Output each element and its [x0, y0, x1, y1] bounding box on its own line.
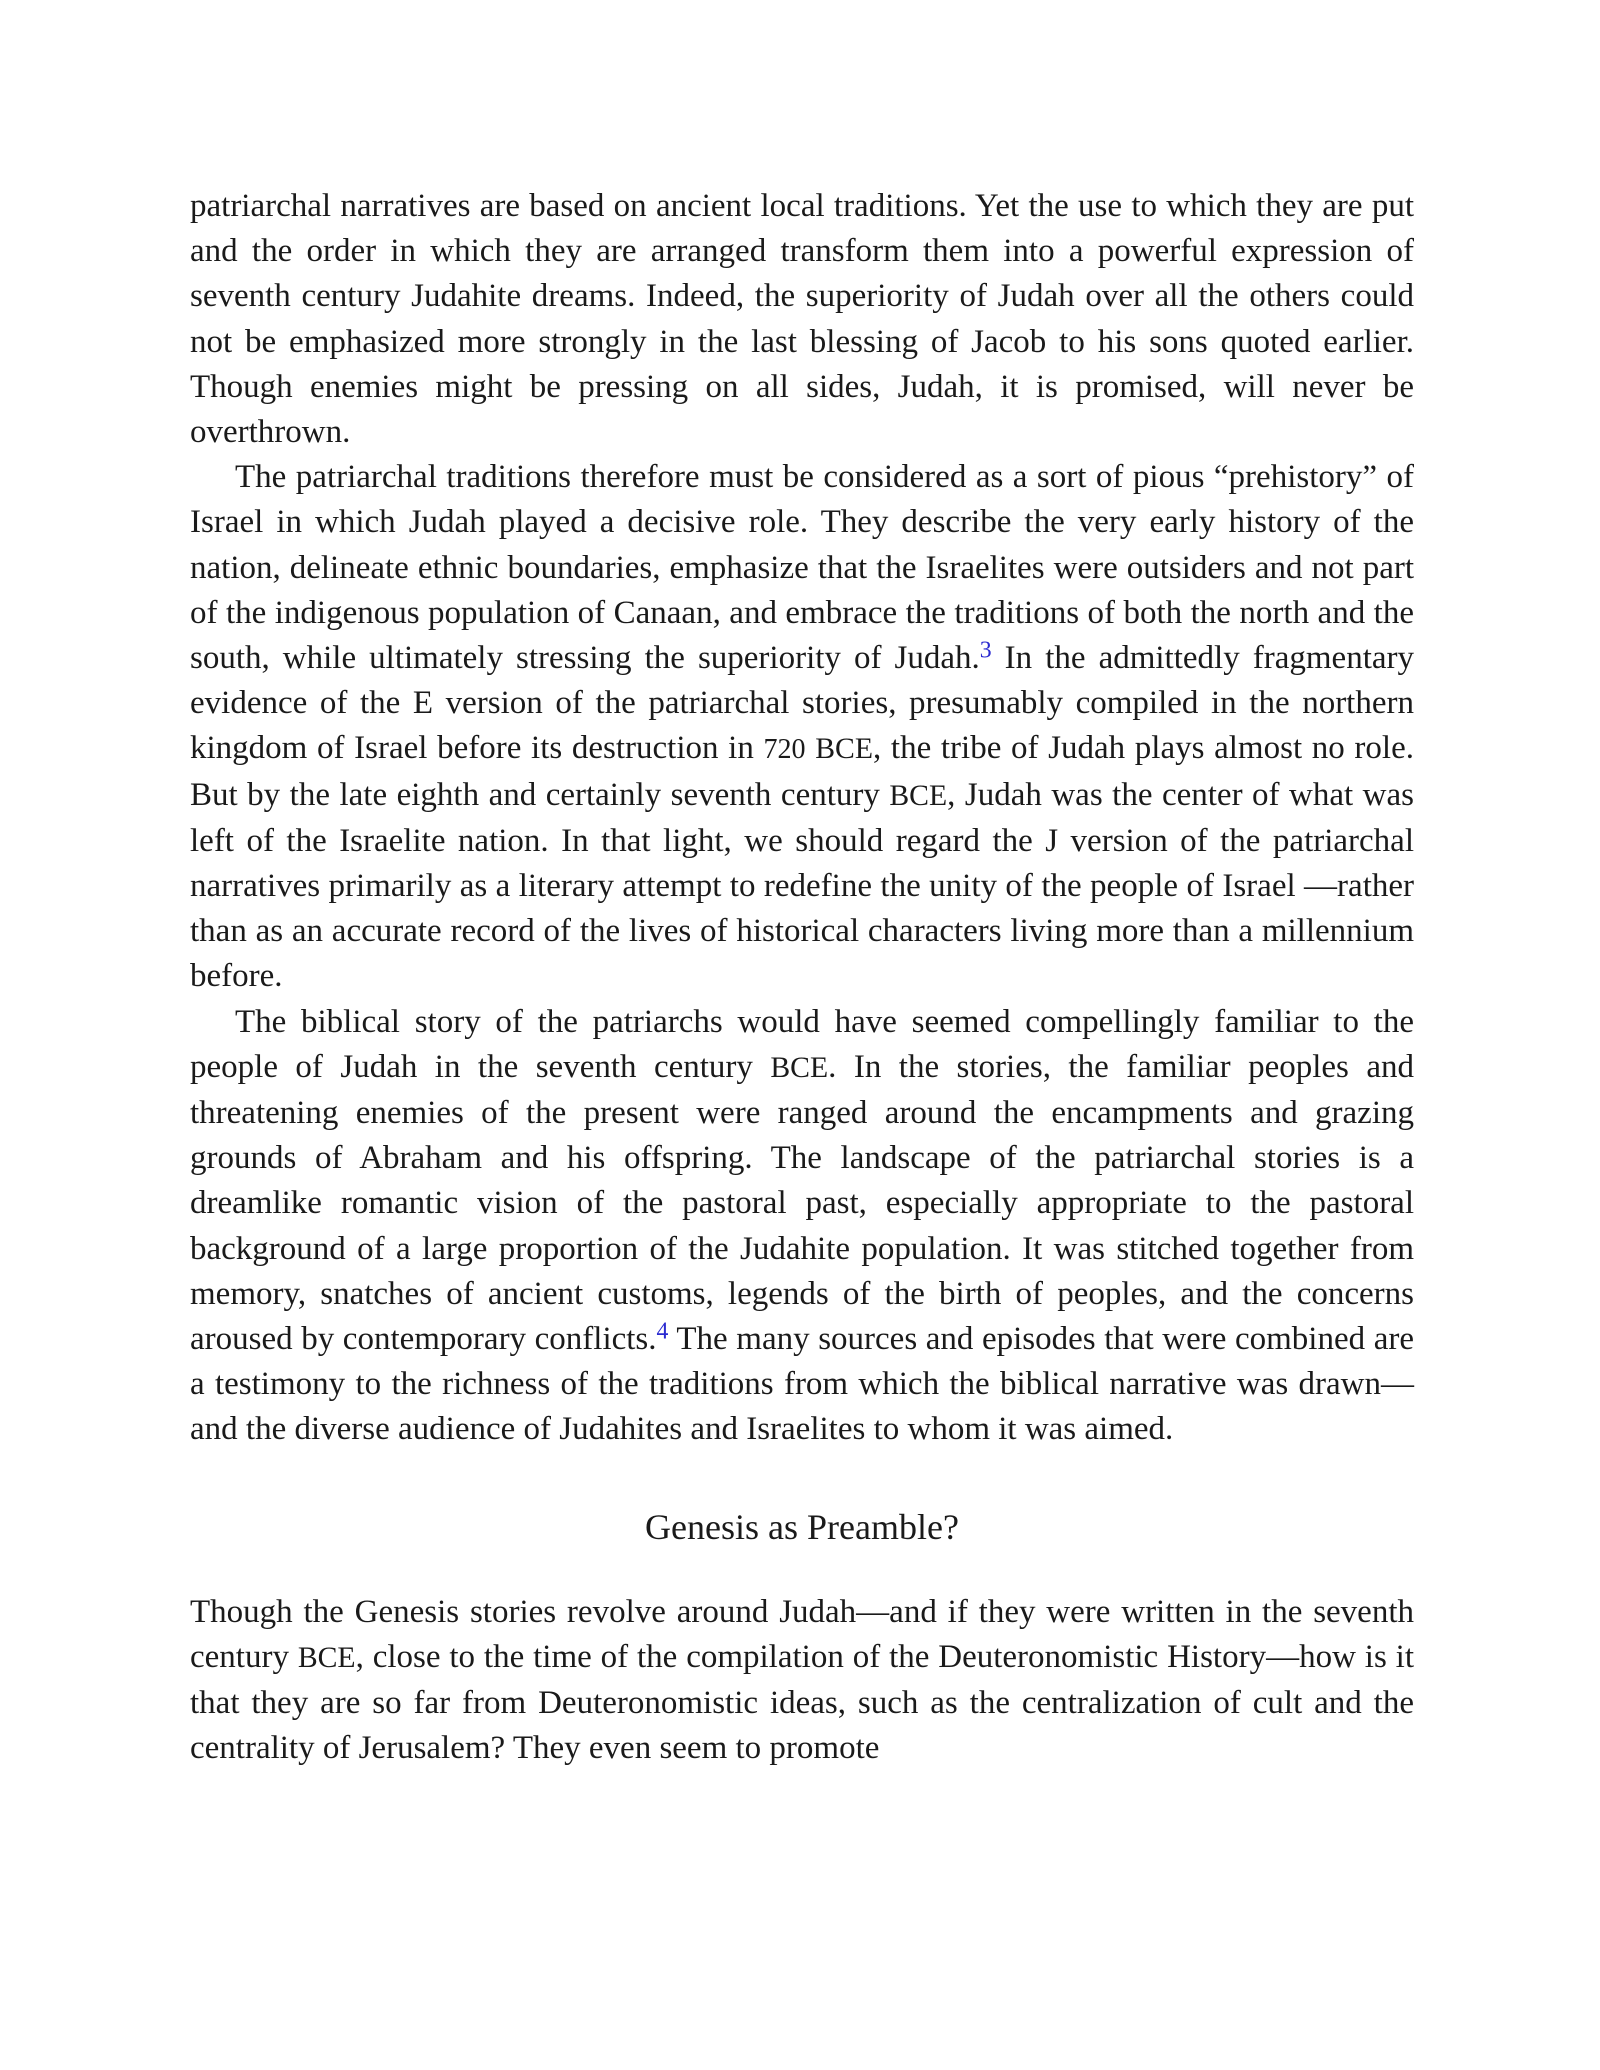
paragraph-4-text-b: , close to the time of the compilation of the Deuteronomistic History—how is it that they are so far from Deuteronomistic ideas, such as the centralization of cult and the centrality of Jerusalem? They even seem to promote — [190, 1638, 1415, 1767]
paragraph-1 — [190, 184, 1414, 455]
section-heading: Genesis as Preamble? — [645, 1506, 959, 1547]
paragraph-2-text-a: The patriarchal traditions therefore must be considered as a sort of pious “prehistory” of Israel in which Judah played a decisive role. They describe the very early history of the nation, delineate ethnic boundaries, emphasize that the Israelites were outsiders and not part of the indigenous population of Canaan, and embrace the traditions of both the north and the south, while ultimately stressing the superiority of Judah. — [190, 459, 1414, 677]
footnote-link-4[interactable]: 4 — [656, 1318, 669, 1345]
paragraph-4-text-a: Though the Genesis stories revolve around Judah—and if they were written in the seventh century — [190, 1593, 1414, 1675]
paragraph-3 — [190, 1000, 1414, 1453]
paragraph-3-text-c: The many sources and episodes that were combined are a testimony to the richness of the traditions from which the biblical narrative was drawn—and the diverse audience of Judahites and Israelites to whom it was aimed. — [190, 1321, 1414, 1448]
paragraph-2-text-c: , the tribe of Judah plays almost no role. But by the late eighth and certainly seventh century — [190, 730, 1414, 813]
era-abbreviation: BCE — [889, 779, 948, 812]
paragraph-1-text: patriarchal narratives are based on ancient local traditions. Yet the use to which they are put and the order in which they are arranged transform them into a powerful expression of seventh century Judahite dreams. Indeed, the superiority of Judah over all the others could not be emphasized more strongly in the last blessing of Jacob to his sons quoted earlier. Though enemies might be pressing on all sides, Judah, it is promised, will never be overthrown. — [190, 188, 1414, 451]
paragraph-3-text-a: The biblical story of the patriarchs would have seemed compellingly familiar to the people of Judah in the seventh century — [190, 1003, 1414, 1085]
paragraph-3-text-b: . In the stories, the familiar peoples and threatening enemies of the present were ranged around the encampments and grazing grounds of Abraham and his offspring. The landscape of the patriarchal stories is a dreamlike romantic vision of the pastoral past, especially appropriate to the pastoral background of a large proportion of the Judahite population. It was stitched together from memory, snatches of ancient customs, legends of the birth of peoples, and the concerns aroused by contemporary conflicts. — [190, 1048, 1414, 1358]
paragraph-2 — [190, 455, 1414, 999]
era-abbreviation: BCE — [770, 1051, 829, 1084]
paragraph-2-text-d: , Judah was the center of what was left of the Israelite nation. In that light, we should regard the J version of the patriarchal narratives primarily as a literary attempt to redefine the unity of the people of Israel —rather than as an accurate record of the lives of historical characters living more than a millennium before. — [190, 776, 1414, 995]
year-number: 720 — [763, 734, 806, 766]
paragraph-4 — [190, 1590, 1414, 1772]
paragraph-2-space — [806, 730, 816, 766]
footnote-link-3[interactable]: 3 — [979, 637, 992, 664]
paragraph-2-text-b: In the admittedly fragmentary evidence of the E version of the patriarchal stories, presumably compiled in the northern kingdom of Israel before its destruction in — [190, 640, 1415, 767]
era-abbreviation: BCE — [297, 1641, 356, 1674]
era-abbreviation: BCE — [815, 733, 873, 766]
page-body — [190, 184, 1414, 1772]
